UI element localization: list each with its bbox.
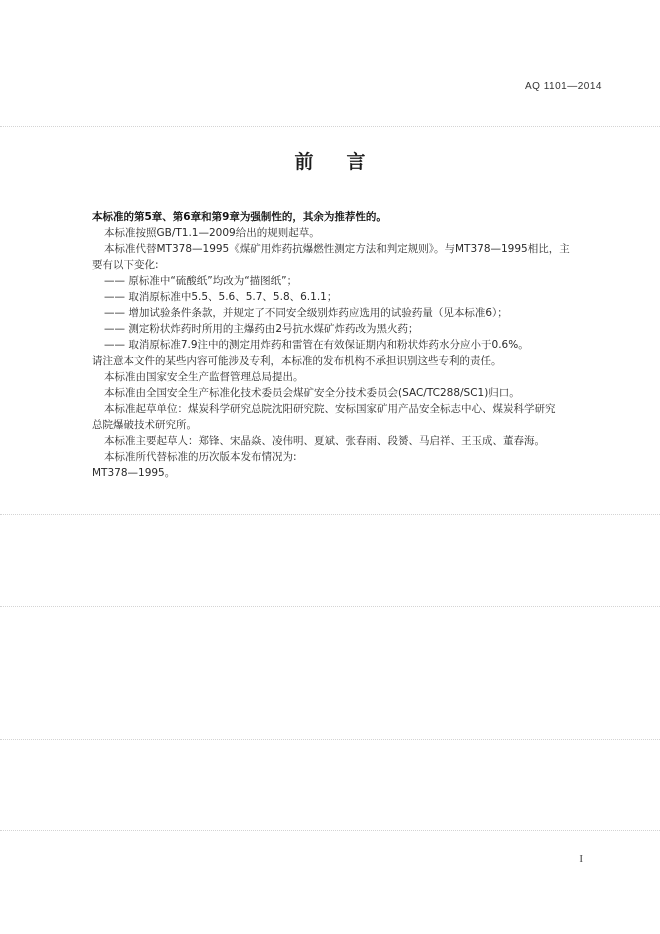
scan-line	[0, 830, 660, 831]
drafting-units-line2: 总院爆破技术研究所。	[92, 419, 197, 431]
foreword-body	[92, 209, 604, 481]
scan-line	[0, 739, 660, 740]
replaces-statement-line1: 本标准代替MT378—1995《煤矿用炸药抗爆燃性测定方法和判定规则》。与MT378—1995相比，主	[104, 243, 570, 255]
header-divider	[0, 126, 660, 127]
change-item: —— 测定粉状炸药时所用的主爆药由2号抗水煤矿炸药改为黑火药；	[104, 323, 419, 335]
scan-line	[0, 514, 660, 515]
history-item: MT378—1995。	[92, 467, 176, 479]
page-number: I	[579, 853, 583, 865]
document-code: AQ 1101—2014	[525, 81, 602, 92]
replaces-statement-line2: 要有以下变化:	[92, 259, 159, 271]
proposed-by: 本标准由国家安全生产监督管理总局提出。	[104, 371, 304, 383]
change-item: —— 增加试验条件条款，并规定了不同安全级别炸药应选用的试验药量（见本标准6）；	[104, 307, 508, 319]
drafting-units-line1: 本标准起草单位：煤炭科学研究总院沈阳研究院、安标国家矿用产品安全标志中心、煤炭科学研究	[104, 403, 556, 415]
patent-notice: 请注意本文件的某些内容可能涉及专利，本标准的发布机构不承担识别这些专利的责任。	[92, 355, 502, 367]
change-item: —— 原标准中“硫酸纸”均改为“描图纸”；	[104, 275, 298, 287]
page-title: 前言	[294, 151, 399, 173]
mandatory-clause: 本标准的第5章、第6章和第9章为强制性的，其余为推荐性的。	[92, 211, 387, 223]
main-drafters: 本标准主要起草人：郑锋、宋晶焱、凌伟明、夏斌、张春雨、段赟、马启祥、王玉成、董春海。	[104, 435, 545, 447]
change-item: —— 取消原标准7.9注中的测定用炸药和雷管在有效保证期内和粉状炸药水分应小于0.6%。	[104, 339, 529, 351]
centralized-by: 本标准由全国安全生产标准化技术委员会煤矿安全分技术委员会(SAC/TC288/SC1)归口。	[104, 387, 520, 399]
change-item: —— 取消原标准中5.5、5.6、5.7、5.8、6.1.1；	[104, 291, 338, 303]
drafting-rules: 本标准按照GB/T1.1—2009给出的规则起草。	[104, 227, 320, 239]
history-intro: 本标准所代替标准的历次版本发布情况为:	[104, 451, 297, 463]
scan-line	[0, 606, 660, 607]
